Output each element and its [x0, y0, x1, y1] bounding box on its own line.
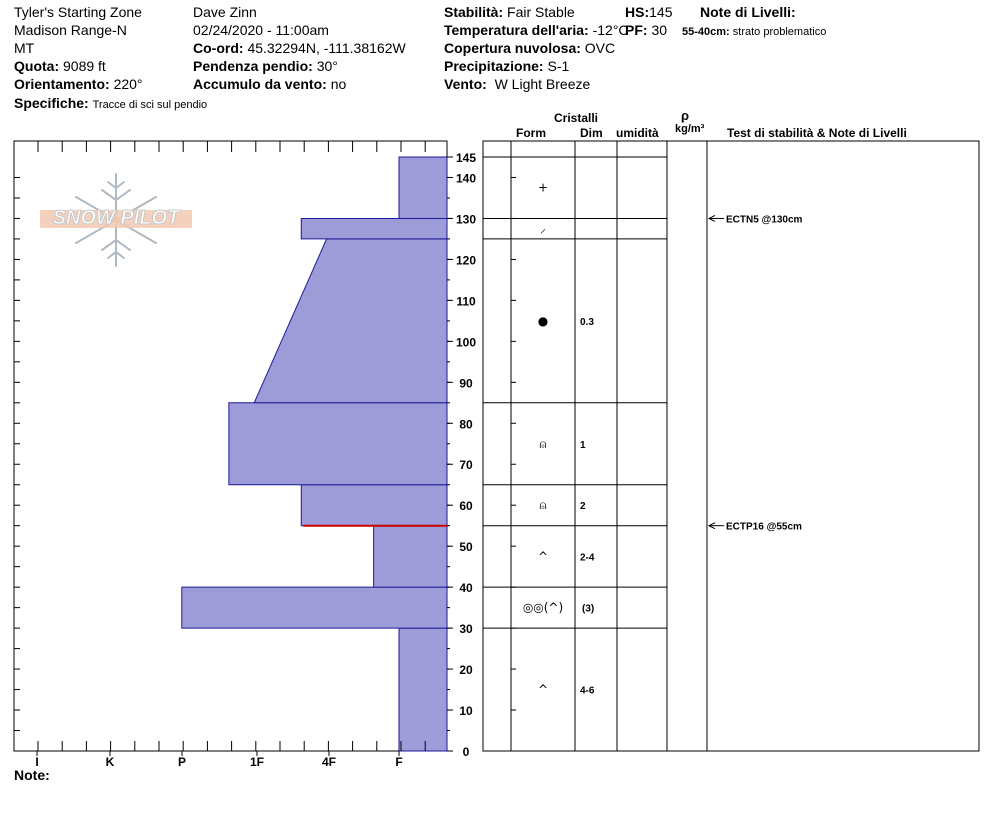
hardness-tick-label: 1F: [249, 755, 265, 769]
crystal-table-frame: [483, 141, 979, 751]
crystal-size-4: 1: [580, 439, 586, 451]
layer-bar-2: [374, 526, 447, 587]
precip-value: S-1: [547, 58, 570, 74]
height-tick-label: 30: [459, 622, 473, 637]
height-tick-label: 80: [459, 417, 473, 432]
slope-value: 30°: [316, 58, 338, 74]
layer-bar-3: [301, 485, 447, 526]
mountain-range: Madison Range-N: [14, 22, 127, 38]
stability-test-label-0: ECTN5 @130cm: [726, 214, 803, 226]
location-name: Tyler's Starting Zone: [14, 4, 142, 20]
layer-bar-0: [399, 628, 447, 751]
height-tick-label: 40: [459, 581, 473, 596]
hardness-tick-label: 4F: [321, 755, 337, 769]
height-tick-label: 145: [455, 151, 477, 165]
coord-value: 45.32294N, -111.38162W: [247, 40, 406, 56]
hardness-tick-label: I: [35, 755, 39, 769]
height-tick-label: 120: [455, 253, 477, 268]
stability-notes-header: Test di stabilità & Note di Livelli: [727, 126, 907, 140]
crystal-size-2: 2-4: [580, 552, 595, 564]
layer-notes-label: Note di Livelli:: [700, 4, 796, 20]
height-tick-label: 90: [459, 376, 473, 391]
cloud-label: Copertura nuvolosa:: [444, 40, 581, 56]
crystal-size-1: (3): [582, 603, 595, 615]
moisture-header: umidità: [616, 126, 659, 140]
crystal-form-7: +: [537, 180, 549, 195]
state: MT: [14, 40, 35, 56]
height-tick-label: 70: [459, 458, 473, 473]
aspect-label: Orientamento:: [14, 76, 110, 92]
crystal-form-1: ◎◎(^): [522, 600, 564, 615]
layer-note-text: strato problematico: [732, 26, 827, 38]
crystal-form-6: ⸝: [539, 221, 547, 236]
wind-loading-label: Accumulo da vento:: [193, 76, 327, 92]
wind-loading-value: no: [330, 76, 347, 92]
hardness-tick-label: P: [177, 755, 187, 769]
wind-label: Vento:: [444, 76, 487, 92]
height-tick-label: 130: [455, 212, 477, 227]
crystal-form-5: ●: [537, 313, 549, 328]
elevation-value: 9089 ft: [63, 58, 106, 74]
hs-label: HS:: [625, 4, 650, 20]
specifics-label: Specifiche:: [14, 95, 89, 111]
logo-text: SNOW PILOT: [52, 207, 180, 229]
observer-name: Dave Zinn: [193, 4, 257, 20]
size-header: Dim: [580, 126, 603, 140]
stability-test-label-1: ECTP16 @55cm: [726, 521, 802, 533]
crystal-size-0: 4-6: [580, 685, 595, 697]
observation-datetime: 02/24/2020 - 11:00am: [193, 22, 329, 38]
hs-value: 145: [649, 4, 673, 20]
crystals-header: Cristalli: [554, 111, 599, 125]
hardness-tick-label: K: [105, 755, 115, 769]
height-tick-label: 20: [459, 663, 473, 678]
crystal-form-0: ^: [537, 682, 549, 697]
layer-bar-1: [182, 587, 447, 628]
aspect-value: 220°: [113, 76, 143, 92]
air-temp-value: -12°C: [592, 22, 629, 38]
layer-bar-6: [301, 218, 447, 238]
notes-label: Note:: [14, 767, 50, 783]
stability-label: Stabilità:: [444, 4, 504, 20]
elevation-label: Quota:: [14, 58, 60, 74]
coord-label: Co-ord:: [193, 40, 244, 56]
height-tick-label: 50: [459, 540, 473, 555]
height-tick-label: 10: [459, 704, 473, 719]
height-tick-label: 110: [456, 294, 476, 309]
height-tick-label: 100: [455, 335, 477, 350]
height-tick-label: 60: [459, 499, 473, 514]
height-tick-label: 140: [455, 171, 477, 186]
density-unit-header: kg/m³: [675, 123, 705, 135]
pf-value: 30: [651, 22, 668, 38]
cloud-value: OVC: [584, 40, 616, 56]
height-tick-label: 0: [462, 745, 470, 759]
layer-bar-4: [229, 403, 447, 485]
crystal-size-3: 2: [580, 501, 586, 513]
crystal-size-5: 0.3: [580, 316, 594, 328]
layer-note-range: 55-40cm:: [682, 26, 730, 38]
hardness-tick-label: F: [395, 755, 403, 769]
crystal-form-4: ⍝: [539, 436, 547, 451]
wind-value: W Light Breeze: [494, 76, 591, 92]
precip-label: Precipitazione:: [444, 58, 544, 74]
layer-bar-7: [399, 157, 447, 218]
pf-label: PF:: [625, 22, 648, 38]
slope-label: Pendenza pendio:: [193, 58, 313, 74]
specifics-value: Tracce di sci sul pendio: [92, 99, 208, 111]
crystal-form-2: ^: [537, 549, 549, 564]
air-temp-label: Temperatura dell'aria:: [444, 22, 589, 38]
stability-value: Fair Stable: [507, 4, 575, 20]
rho-header: ρ: [681, 108, 690, 123]
form-header: Form: [516, 126, 546, 140]
layer-bar-5: [254, 239, 447, 403]
crystal-form-3: ⍝: [539, 498, 547, 513]
